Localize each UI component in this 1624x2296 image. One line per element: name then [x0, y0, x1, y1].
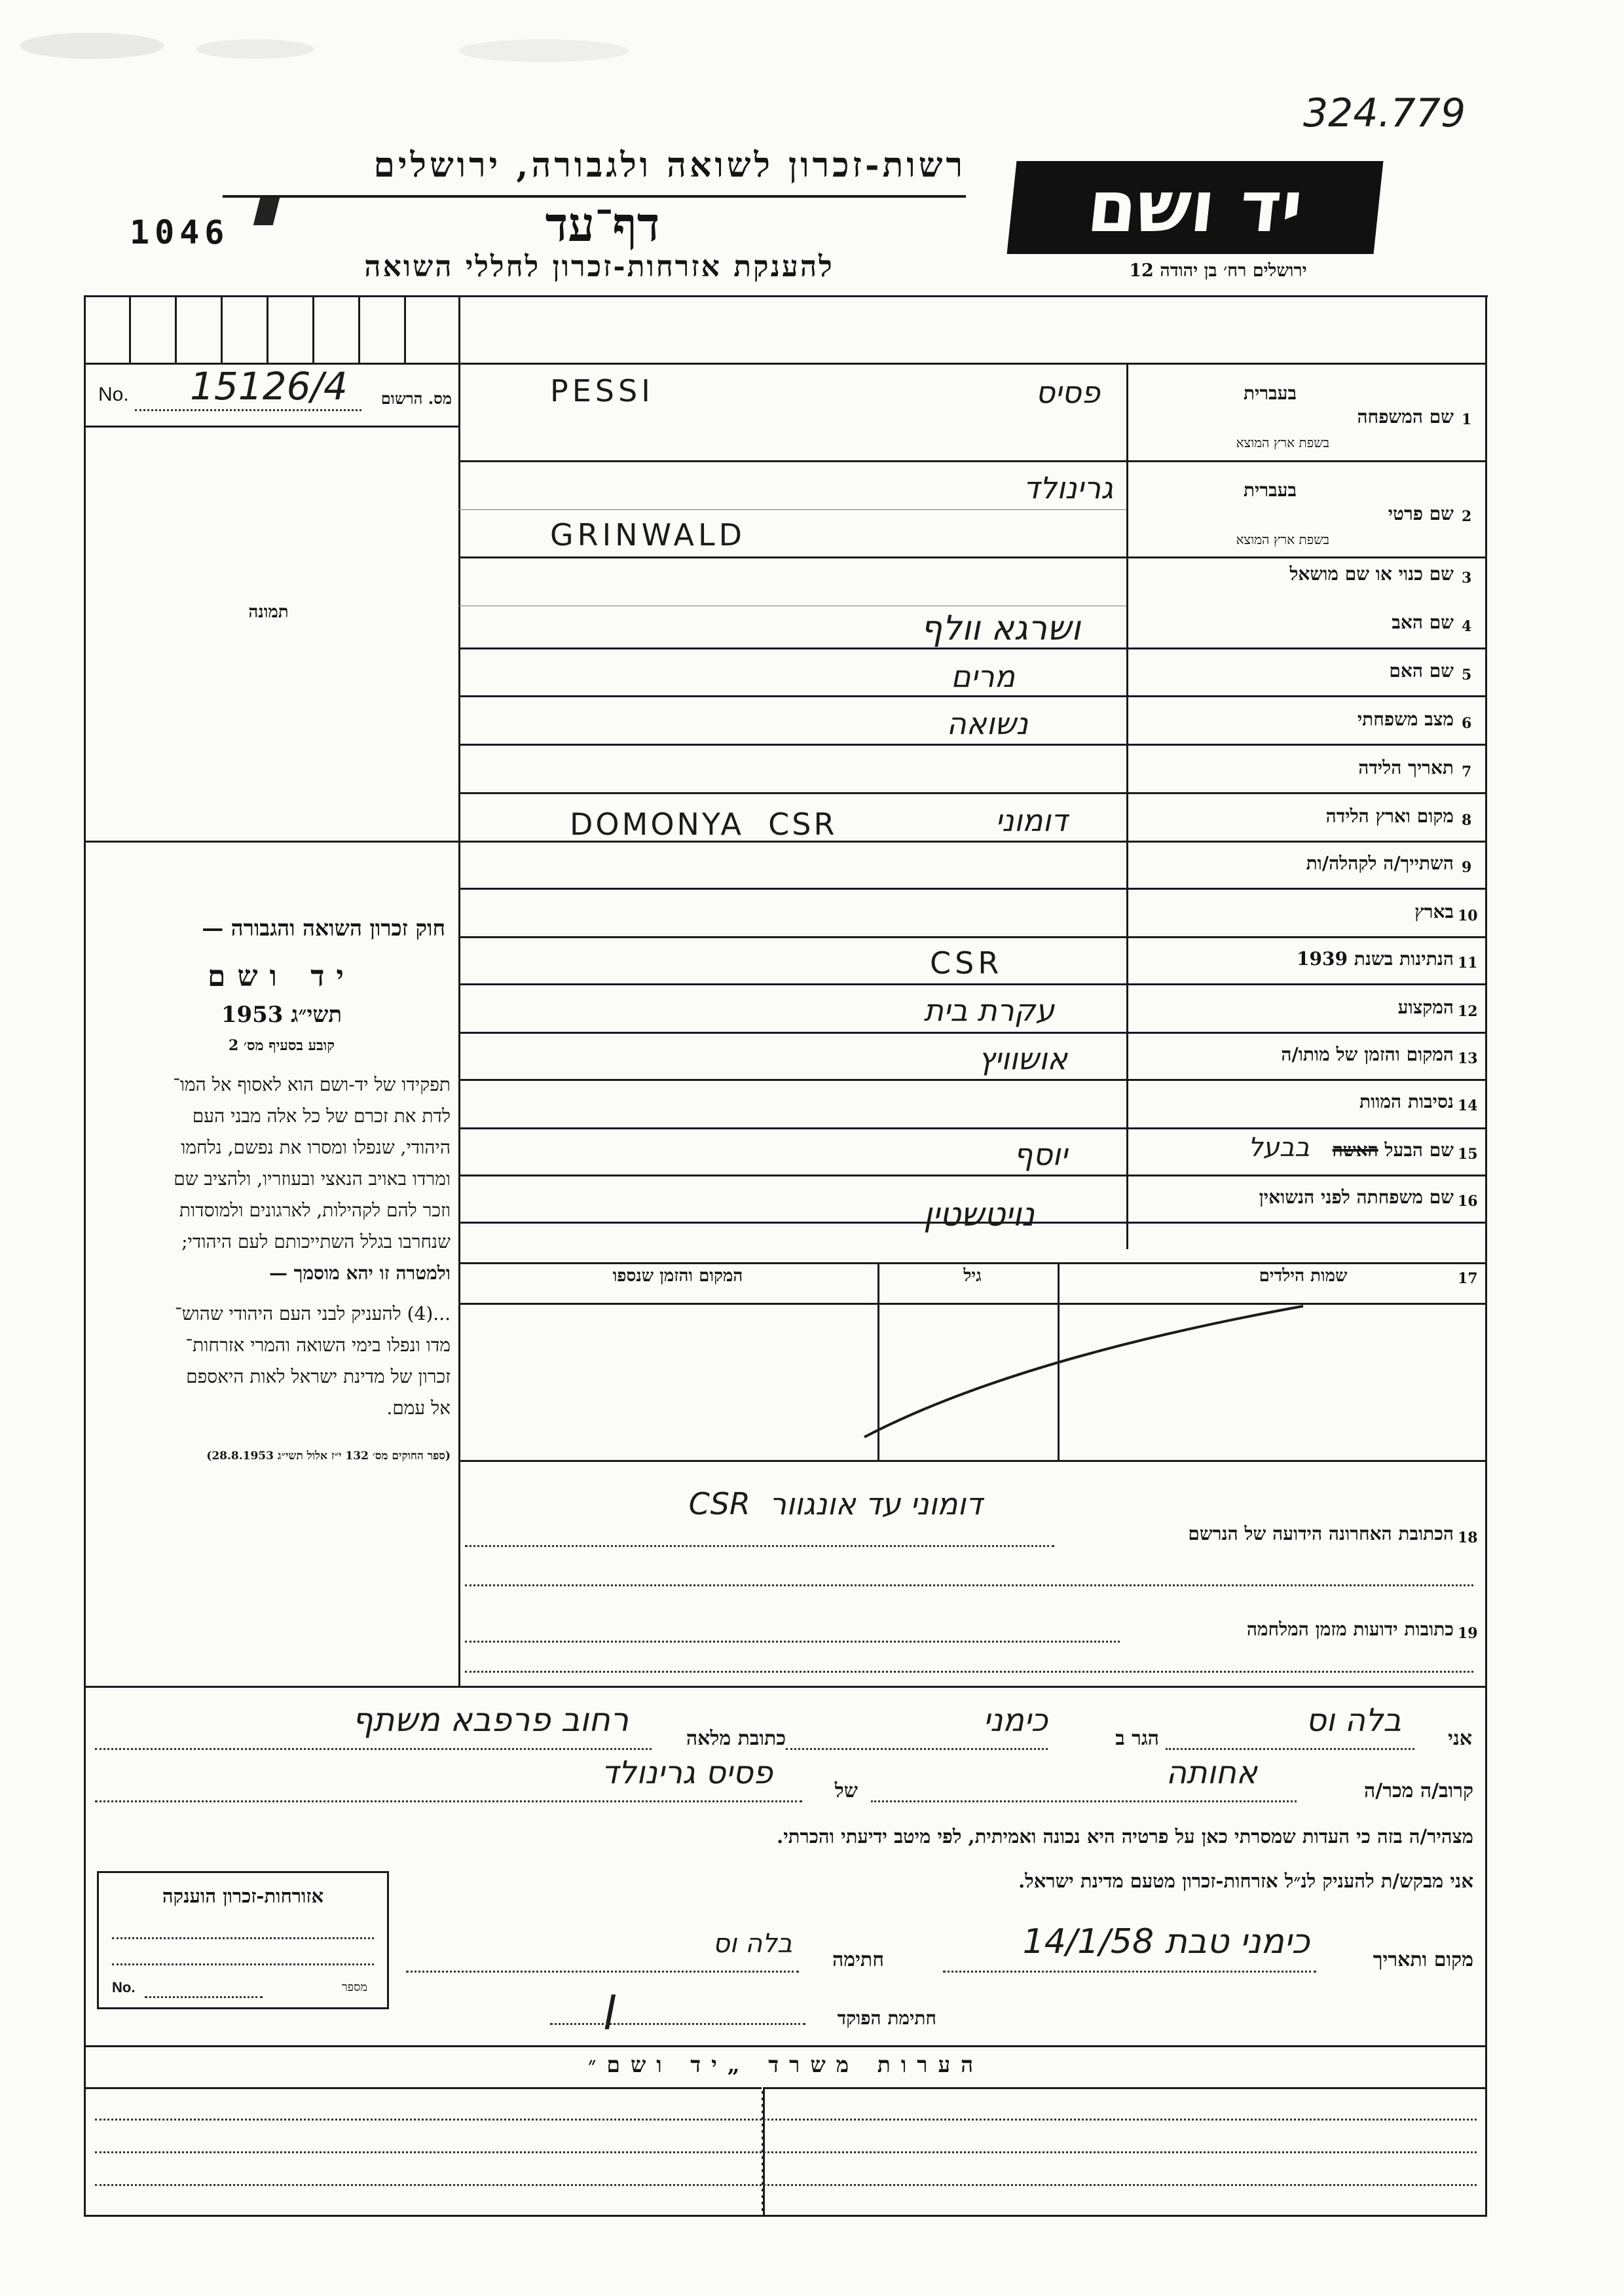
top-box-divider [221, 295, 223, 363]
signature-label: חתימה [832, 1948, 884, 1971]
top-box-divider [267, 295, 268, 363]
field-label-citizenship-1939: הנתינות בשנת 1939 [1297, 948, 1454, 970]
declarant-city: כימני [983, 1702, 1048, 1739]
scan-noise [20, 33, 164, 59]
field-label-community: השתייך/ה לקהלה/ות [1306, 852, 1454, 874]
first-name-origin: GRINWALD [550, 517, 747, 553]
signature-dots [406, 1971, 799, 1973]
top-box-divider [129, 295, 131, 363]
registration-number: 15126/4 [190, 364, 348, 409]
row-line [458, 460, 1485, 462]
form-title: דף־עד [545, 196, 660, 252]
row-line [458, 1127, 1485, 1129]
frame-left [84, 295, 86, 2217]
memorial-box-dots [112, 1963, 374, 1965]
law-line: ...(4) להעניק לבני העם היהודי שהוש־ [175, 1303, 451, 1324]
row-line [458, 1079, 1485, 1081]
logo-text: יד ושם [1083, 166, 1307, 248]
field-label-first-name: שם פרטי [1388, 503, 1454, 524]
declaration-relative-label: קרוב/ה מכר/ה [1364, 1779, 1473, 1802]
law-line: ולמטרה זו יהא מוסמך — [268, 1262, 451, 1284]
frame-bottom [84, 2215, 1487, 2217]
birth-place-hebrew: דומוני [995, 803, 1067, 838]
top-box-divider [175, 295, 177, 363]
family-name-origin: PESSI [550, 373, 654, 409]
declarant-relation: אחותה [1166, 1755, 1257, 1791]
stamp-mark-icon [253, 198, 280, 225]
field-number: 3 [1462, 570, 1472, 587]
sub-label-origin: בשפת ארץ המוצא [1236, 532, 1329, 547]
field-number: 1 [1462, 411, 1472, 428]
law-title: חוק זכרון השואה והגבורה — [202, 915, 445, 941]
place-date-dots [943, 1971, 1316, 1973]
memorial-box-no-label: No. [112, 1979, 136, 1995]
memorial-citizenship-box [97, 1871, 389, 2009]
yad-vashem-logo [1007, 161, 1384, 254]
field-label-birth-date: תאריך הלידה [1358, 757, 1454, 778]
law-clause: קובע בסעיף מס׳ 2 [228, 1037, 335, 1054]
remarks-dots [95, 2119, 1477, 2121]
family-name-hebrew: פסיס [1035, 374, 1100, 410]
field-label-profession: המקצוע [1397, 996, 1454, 1018]
mother-name-value: מרים [950, 659, 1015, 694]
declaration-of-value: פסיס גרינולד [601, 1755, 773, 1791]
field-number: 13 [1458, 1050, 1478, 1067]
declaration-request: אני מבקש/ת להעניק לנ״ל אזרחות-זכרון מטעם מדינת ישראל. [1018, 1870, 1473, 1892]
top-box-divider [312, 295, 314, 363]
law-line: מדו ונפלו בימי השואה והמרי אזרחות־ [185, 1334, 451, 1356]
law-line: אל עמם. [386, 1397, 451, 1419]
declarant-signature: בלה וס [712, 1929, 792, 1959]
field-label-maiden-name: שם משפחתה לפני הנשואין [1259, 1186, 1454, 1208]
declarant-full-address: רחוב פרפבא משתף [352, 1701, 629, 1739]
logo-address: ירושלים רח׳ בן יהודה 12 [1129, 261, 1307, 281]
wartime-dots [465, 1641, 1120, 1643]
maiden-name-value: נויטשטין [923, 1195, 1035, 1233]
field-number: 16 [1458, 1193, 1478, 1210]
registration-dots [135, 409, 361, 411]
field-label-death-place-time: המקום והזמן של מותו/ה [1281, 1044, 1454, 1065]
marital-status-value: נשואה [946, 706, 1028, 741]
field-label-marital-status: מצב משפחתי [1357, 708, 1454, 730]
children-header-place-time: המקום והזמן שנספו [612, 1266, 743, 1286]
declaration-statement: מצהיר/ה בזה כי העדות שמסרתי כאן על פרטיה היא נכונה ואמיתית, לפי מיטב ידיעתי והכרתי. [777, 1825, 1473, 1848]
field-label-mother-name: שם האם [1389, 660, 1454, 682]
row-line [458, 888, 1485, 890]
field-number: 8 [1462, 812, 1472, 829]
first-name-hebrew: גרינולד [1023, 470, 1113, 505]
declarant-name: בלה וס [1306, 1702, 1401, 1739]
wartime-dots [465, 1671, 1473, 1673]
field-number: 4 [1462, 618, 1472, 635]
registration-no-label: No. [98, 384, 129, 405]
spouse-label-text: שם הבעל [1384, 1139, 1454, 1161]
remarks-dots [95, 2151, 1477, 2153]
memorial-box-dots [145, 1996, 263, 1998]
row-line [458, 744, 1485, 746]
memorial-box-title: אזורחות-זכרון הוענקה [162, 1885, 324, 1907]
place-date-value: כימני טבת 14/1/58 [1022, 1922, 1310, 1961]
field-label-wartime-addresses: כתובות ידועות מזמן המלחמה [1246, 1618, 1454, 1640]
row-line [458, 1175, 1485, 1176]
city-dots [786, 1748, 1048, 1750]
scan-noise [196, 39, 314, 59]
remarks-title-line [84, 2087, 1485, 2089]
label-column-divider [1126, 363, 1128, 1249]
frame-right [1485, 295, 1487, 2217]
field-label-father-name: שם האב [1392, 611, 1454, 633]
declaration-resident-label: הגר ב [1115, 1727, 1159, 1750]
citizenship-value: CSR [930, 945, 1003, 981]
field-label-last-address: הכתובת האחרונה הידועה של הנרשם [1188, 1523, 1454, 1544]
children-strike-line [851, 1300, 1310, 1450]
law-line: תפקידו של יד-ושם הוא לאסוף אל המו־ [173, 1074, 451, 1095]
row-line [458, 556, 1485, 558]
row-line [458, 983, 1485, 985]
field-number: 2 [1462, 508, 1472, 525]
row-line [458, 792, 1485, 794]
children-header-names: שמות הילדים [1259, 1266, 1348, 1286]
sub-label-hebrew: בעברית [1243, 479, 1297, 501]
form-subtitle: להענקת אזרחות-זכרון לחללי השואה [364, 250, 834, 283]
sub-label-hebrew: בעברית [1243, 382, 1297, 404]
officer-signature-dots [550, 2023, 805, 2025]
photo-box-bottom [84, 841, 458, 843]
sub-label-origin: בשפת ארץ המוצא [1236, 435, 1329, 450]
field-number: 19 [1458, 1625, 1478, 1642]
field-number: 14 [1458, 1097, 1478, 1114]
of-value-dots [95, 1800, 802, 1802]
children-header-age: גיל [963, 1266, 982, 1286]
spouse-type-value: בבעל [1247, 1133, 1310, 1163]
law-line: לדת את זכרם של כל אלה מבני העם [192, 1105, 451, 1127]
field-label-death-circumstances: נסיבות המוות [1359, 1091, 1454, 1112]
remarks-top-line [84, 2045, 1485, 2047]
registration-label: מס. הרשום [380, 389, 452, 408]
row-line [458, 695, 1485, 697]
row-line [458, 1262, 1485, 1264]
photo-box-top [84, 426, 458, 428]
death-place-value: אושוויץ [978, 1041, 1067, 1076]
officer-signature: ן [602, 1977, 616, 2031]
birth-place-origin: DOMONYA CSR [570, 807, 838, 842]
remarks-dots [95, 2184, 1477, 2186]
row-line [458, 936, 1485, 938]
field-number: 10 [1458, 907, 1478, 924]
memorial-box-number-label: מספר [341, 1980, 367, 1994]
field-label-nickname: שם כנוי או שם מושאל [1289, 563, 1454, 585]
declaration-full-address-label: כתובת מלאה [686, 1727, 786, 1750]
field-number: 6 [1462, 715, 1472, 732]
profession-value: עקרת בית [923, 993, 1054, 1028]
header-authority: רשות-זכרון לשואה ולגבורה, ירושלים [373, 145, 966, 185]
law-line: ומרדו באויב הנאצי ובעוזריו, ולהציב שם [174, 1168, 451, 1190]
field-number: 17 [1458, 1270, 1478, 1287]
field-label-country: בארץ [1414, 901, 1454, 922]
last-address-value: דומוני עד אונגוור CSR [688, 1486, 982, 1522]
spouse-name-value: יוסף [1013, 1137, 1067, 1172]
field-number: 18 [1458, 1529, 1478, 1546]
field-number: 9 [1462, 859, 1472, 876]
law-line: שנחרבו בגלל השתייכותם לעם היהודי; [181, 1231, 451, 1252]
law-name: יד ושם [208, 960, 356, 993]
field-number: 11 [1458, 955, 1478, 972]
law-source: (ספר החוקים מס׳ 132 י״ז אלול תשי״ג 28.8.1953) [206, 1449, 451, 1463]
photo-label: תמונה [248, 602, 289, 622]
row-line [458, 509, 1126, 510]
law-line: זכרון של מדינת ישראל לאות היאספם [186, 1366, 451, 1387]
top-box-divider [358, 295, 360, 363]
field-number: 12 [1458, 1003, 1478, 1020]
full-address-dots [95, 1748, 652, 1750]
field-number: 7 [1462, 763, 1472, 780]
last-address-dots [465, 1545, 1054, 1547]
field-label-birth-place: מקום וארץ הלידה [1325, 805, 1454, 827]
law-year: תשי״ג 1953 [221, 1002, 342, 1028]
declaration-of-label: של [834, 1779, 858, 1802]
address-line-dots [465, 1584, 1473, 1586]
declaration-ani: אני [1448, 1727, 1472, 1750]
law-line: וזכר להם לקהילות, לארגונים ולמוסדות [179, 1199, 451, 1221]
field-number: 5 [1462, 666, 1472, 683]
officer-signature-label: חתימת הפוקד [837, 2007, 936, 2029]
declaration-top-line [84, 1686, 1485, 1688]
declarant-dots [1166, 1748, 1414, 1750]
top-box-divider [404, 295, 406, 363]
field-number: 15 [1458, 1146, 1478, 1163]
field-label-family-name: שם המשפחה [1357, 406, 1454, 428]
memorial-box-dots [112, 1937, 374, 1939]
scan-noise [458, 39, 629, 62]
archive-number: 324.779 [1303, 90, 1466, 136]
relation-dots [871, 1800, 1297, 1802]
children-bottom-line [458, 1460, 1485, 1462]
page-stamp-number: 1046 [130, 213, 230, 251]
row-line [458, 1032, 1485, 1034]
remarks-title: הערות משרד „יד ושם״ [587, 2052, 984, 2077]
law-line: היהודי, שנפלו ומסרו את נפשם, נלחמו [181, 1137, 451, 1158]
top-strip-divider [458, 295, 460, 1686]
spouse-label-struck: האשה [1332, 1139, 1378, 1161]
frame-top [84, 295, 1488, 297]
father-name-value: ושרגא וולף [920, 609, 1080, 648]
place-date-label: מקום ותאריך [1373, 1948, 1473, 1971]
